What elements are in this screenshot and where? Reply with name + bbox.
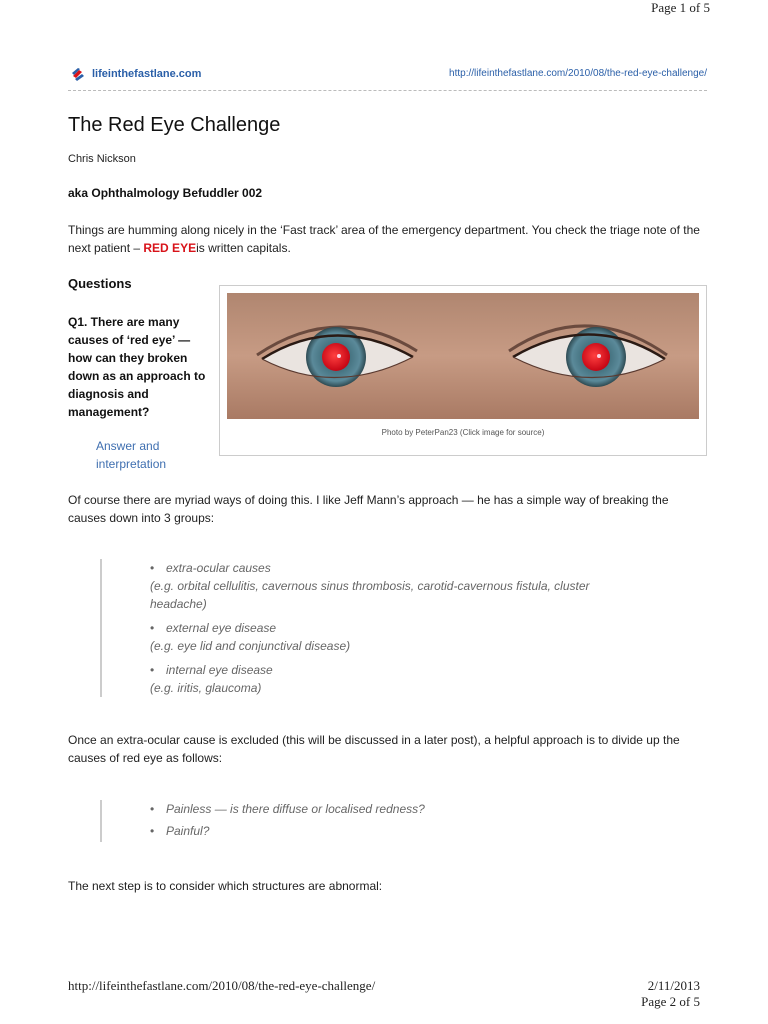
intro-text-before: Things are humming along nicely in the ‘Fast track’ area of the emergency department. You check the triage note of the next patient – (68, 223, 700, 255)
group-example: (e.g. iritis, glaucoma) (150, 681, 262, 695)
author-name: Chris Nickson (68, 153, 136, 165)
intro-paragraph (68, 221, 708, 257)
site-logo[interactable] (70, 66, 201, 82)
article-subtitle: aka Ophthalmology Befuddler 002 (68, 186, 263, 200)
group-example: (e.g. eye lid and conjunctival disease) (150, 639, 351, 653)
groups-blockquote (100, 559, 622, 697)
list-item (150, 619, 620, 655)
answer-interpretation-link[interactable]: Answer and interpretation (96, 439, 167, 471)
divisions-intro-paragraph: Once an extra-ocular cause is excluded (this will be discussed in a later post), a helpful approach is to divide up the causes of red eye as follows: (68, 733, 680, 765)
list-item: • Painful? (150, 822, 620, 840)
site-url-link[interactable]: http://lifeinthefastlane.com/2010/08/the-red-eye-challenge/ (449, 68, 707, 79)
site-name[interactable]: lifeinthefastlane.com (92, 68, 202, 80)
footer-date: 2/11/2013 (647, 978, 700, 993)
groups-list (150, 559, 620, 703)
photo-figure (219, 285, 707, 456)
group-example: (e.g. orbital cellulitis, cavernous sinus thrombosis, carotid-cavernous fistula, cluster headache) (150, 579, 590, 611)
page-title: The Red Eye Challenge (68, 114, 281, 136)
divisions-list (150, 800, 620, 844)
divisions-blockquote (100, 800, 622, 842)
group-label: extra-ocular causes (166, 561, 271, 575)
red-eye-photo[interactable] (227, 293, 699, 419)
list-item (150, 661, 620, 697)
lifeinthefastlane-logo-icon (70, 66, 86, 82)
group-label: external eye disease (166, 621, 277, 635)
page-indicator-bottom: Page 2 of 5 (641, 994, 700, 1009)
next-step-paragraph: The next step is to consider which structures are abnormal: (68, 879, 383, 893)
site-header-bar (68, 64, 707, 91)
intro-text-after: is written capitals. (196, 241, 291, 255)
question-1: Q1. There are many causes of ‘red eye’ — how can they broken down as an approach to diagnosis and management? (68, 315, 206, 419)
photo-caption: Photo by PeterPan23 (Click image for source) (381, 428, 545, 437)
list-item: • Painless — is there diffuse or localised redness? (150, 800, 620, 818)
group-label: internal eye disease (166, 663, 273, 677)
red-eye-highlight: RED EYE (143, 241, 197, 255)
groups-intro-paragraph: Of course there are myriad ways of doing this. I like Jeff Mann’s approach — he has a simple way of breaking the causes down into 3 groups: (68, 493, 669, 525)
page-indicator-top: Page 1 of 5 (651, 0, 710, 15)
questions-heading: Questions (68, 276, 132, 291)
footer-url: http://lifeinthefastlane.com/2010/08/the-red-eye-challenge/ (68, 978, 376, 993)
list-item (150, 559, 620, 613)
